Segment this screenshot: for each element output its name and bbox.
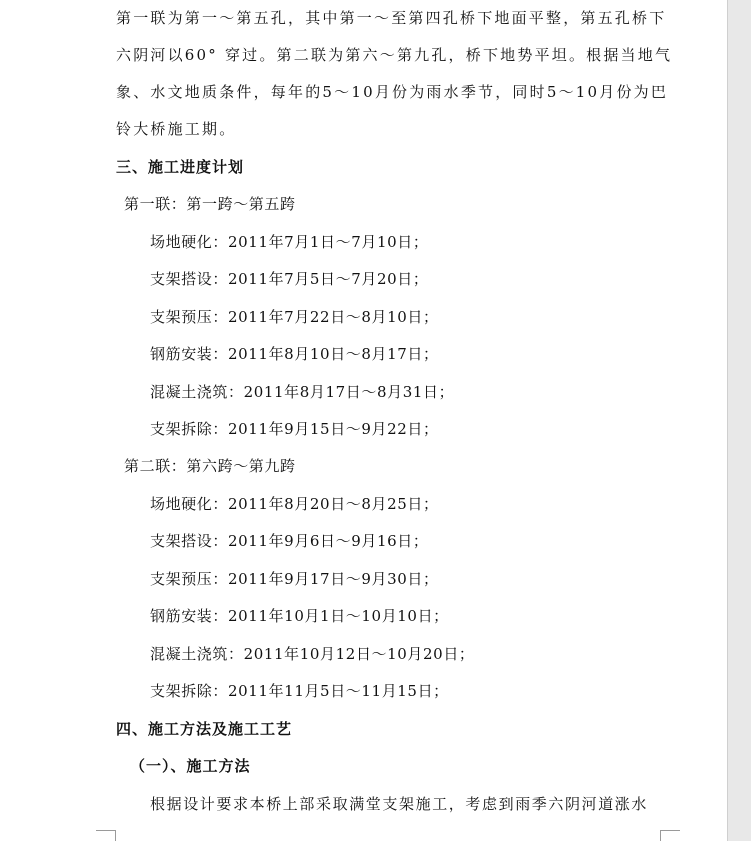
- paragraph-line: 根据设计要求本桥上部采取满堂支架施工，考虑到雨季六阴河道涨水: [150, 795, 649, 813]
- crop-mark-right: [660, 830, 680, 831]
- schedule-item: 钢筋安装：2011年8月10日～8月17日；: [150, 345, 439, 363]
- schedule-item: 混凝土浇筑：2011年10月12日～10月20日；: [150, 645, 475, 663]
- schedule-item: 场地硬化：2011年7月1日～7月10日；: [150, 233, 429, 251]
- paragraph-line: 六阴河以60° 穿过。第二联为第六～第九孔，桥下地势平坦。根据当地气: [116, 46, 673, 64]
- section-heading: 四、施工方法及施工工艺: [116, 720, 293, 738]
- schedule-item: 支架预压：2011年9月17日～9月30日；: [150, 570, 439, 588]
- paragraph-line: 铃大桥施工期。: [116, 120, 237, 138]
- group-title: 第一联：第一跨～第五跨: [124, 195, 296, 213]
- crop-mark-right-vertical: [660, 830, 661, 841]
- schedule-item: 支架预压：2011年7月22日～8月10日；: [150, 308, 439, 326]
- group-title: 第二联：第六跨～第九跨: [124, 457, 296, 475]
- subsection-heading: （一）、施工方法: [130, 757, 251, 775]
- paragraph-line: 第一联为第一～第五孔，其中第一～至第四孔桥下地面平整，第五孔桥下: [116, 9, 667, 27]
- schedule-item: 场地硬化：2011年8月20日～8月25日；: [150, 495, 439, 513]
- crop-mark-left-vertical: [115, 830, 116, 841]
- paragraph-line: 象、水文地质条件，每年的5～10月份为雨水季节，同时5～10月份为巴: [116, 83, 669, 101]
- schedule-item: 支架拆除：2011年11月5日～11月15日；: [150, 682, 449, 700]
- schedule-item: 支架搭设：2011年7月5日～7月20日；: [150, 270, 429, 288]
- schedule-item: 支架拆除：2011年9月15日～9月22日；: [150, 420, 439, 438]
- schedule-item: 混凝土浇筑：2011年8月17日～8月31日；: [150, 383, 455, 401]
- schedule-item: 钢筋安装：2011年10月1日～10月10日；: [150, 607, 449, 625]
- crop-mark-left: [96, 830, 115, 831]
- schedule-item: 支架搭设：2011年9月6日～9月16日；: [150, 532, 429, 550]
- section-heading: 三、施工进度计划: [116, 158, 245, 176]
